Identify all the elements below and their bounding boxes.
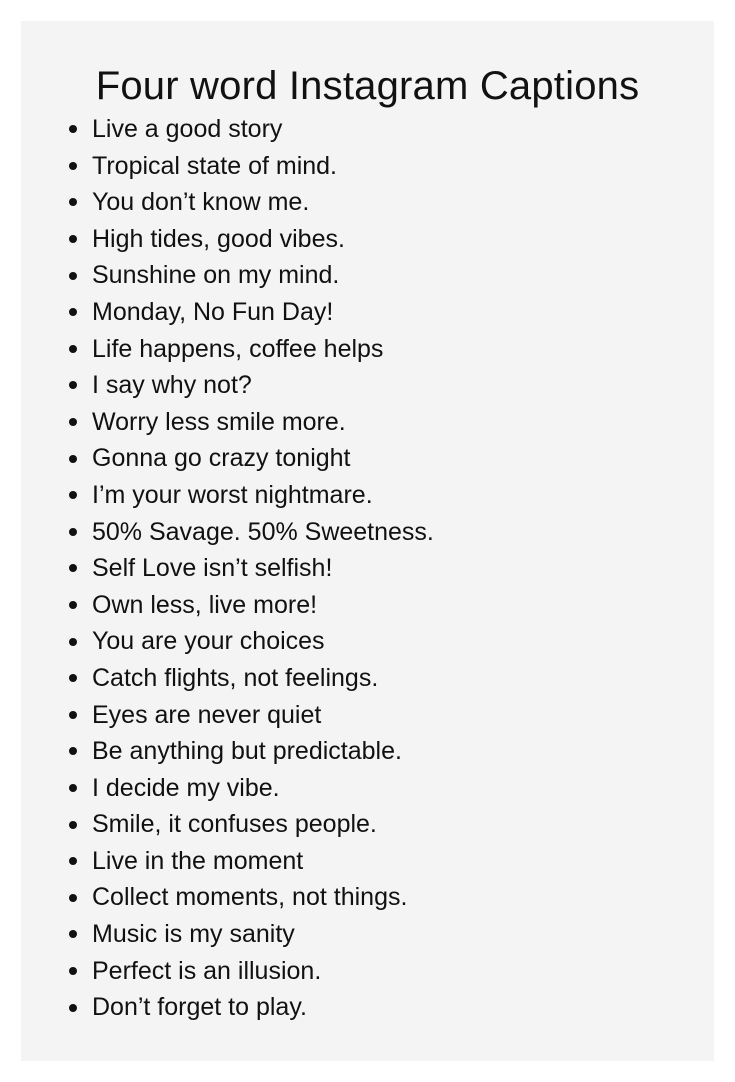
caption-text: I say why not? xyxy=(92,371,252,400)
caption-text: Catch flights, not feelings. xyxy=(92,663,379,692)
list-item xyxy=(67,440,434,477)
caption-text: You don’t know me. xyxy=(92,188,310,217)
page-title: Four word Instagram Captions xyxy=(95,64,640,108)
bullet-icon xyxy=(69,564,77,572)
bullet-icon xyxy=(69,198,77,206)
caption-text: Monday, No Fun Day! xyxy=(92,297,334,326)
caption-text: Worry less smile more. xyxy=(92,407,346,436)
bullet-icon xyxy=(69,455,77,463)
list-item xyxy=(67,331,434,368)
list-item xyxy=(67,148,434,185)
list-item xyxy=(67,477,434,514)
bullet-icon xyxy=(69,601,77,609)
list-item xyxy=(67,221,434,258)
caption-text: Eyes are never quiet xyxy=(92,700,322,729)
caption-text: High tides, good vibes. xyxy=(92,224,345,253)
bullet-icon xyxy=(69,747,77,755)
bullet-icon xyxy=(69,345,77,353)
caption-text: Live in the moment xyxy=(92,846,304,875)
caption-text: Live a good story xyxy=(92,115,283,143)
caption-text: Self Love isn’t selfish! xyxy=(92,554,333,583)
bullet-icon xyxy=(69,528,77,536)
bullet-icon xyxy=(69,638,77,646)
caption-text: Perfect is an illusion. xyxy=(92,956,322,985)
caption-text: Life happens, coffee helps xyxy=(92,334,384,363)
list-item xyxy=(67,294,434,331)
bullet-icon xyxy=(69,821,77,829)
bullet-icon xyxy=(69,674,77,682)
list-item xyxy=(67,404,434,441)
caption-list xyxy=(67,111,434,1026)
caption-text: Own less, live more! xyxy=(92,590,318,619)
bullet-icon xyxy=(69,418,77,426)
list-item xyxy=(67,953,434,990)
bullet-icon xyxy=(69,381,77,389)
caption-text: Gonna go crazy tonight xyxy=(92,444,351,473)
list-item xyxy=(67,916,434,953)
list-item xyxy=(67,550,434,587)
list-item xyxy=(67,257,434,294)
caption-text: Be anything but predictable. xyxy=(92,737,402,766)
list-item xyxy=(67,587,434,624)
list-item xyxy=(67,111,434,148)
bullet-icon xyxy=(69,967,77,975)
caption-text: Tropical state of mind. xyxy=(92,151,338,180)
list-item xyxy=(67,367,434,404)
caption-text: 50% Savage. 50% Sweetness. xyxy=(92,517,434,546)
bullet-icon xyxy=(69,711,77,719)
list-item xyxy=(67,879,434,916)
caption-text: Sunshine on my mind. xyxy=(92,261,340,290)
list-item xyxy=(67,623,434,660)
list-item xyxy=(67,733,434,770)
bullet-icon xyxy=(69,308,77,316)
list-item xyxy=(67,514,434,551)
bullet-icon xyxy=(69,857,77,865)
list-item xyxy=(67,843,434,880)
caption-text: Collect moments, not things. xyxy=(92,883,408,912)
bullet-icon xyxy=(69,930,77,938)
caption-text: I’m your worst nightmare. xyxy=(92,480,373,509)
list-item xyxy=(67,184,434,221)
caption-text: Smile, it confuses people. xyxy=(92,810,377,839)
bullet-icon xyxy=(69,1004,77,1012)
list-item xyxy=(67,989,434,1026)
list-item xyxy=(67,697,434,734)
bullet-icon xyxy=(69,784,77,792)
caption-text: I decide my vibe. xyxy=(92,773,280,802)
bullet-icon xyxy=(69,491,77,499)
list-item xyxy=(67,770,434,807)
caption-text: Music is my sanity xyxy=(92,920,295,949)
bullet-icon xyxy=(69,162,77,170)
bullet-icon xyxy=(69,894,77,902)
list-item xyxy=(67,806,434,843)
caption-text: Don’t forget to play. xyxy=(92,993,307,1022)
bullet-icon xyxy=(69,125,77,133)
list-item xyxy=(67,660,434,697)
bullet-icon xyxy=(69,272,77,280)
caption-card xyxy=(21,21,714,1061)
bullet-icon xyxy=(69,235,77,243)
caption-text: You are your choices xyxy=(92,627,325,656)
